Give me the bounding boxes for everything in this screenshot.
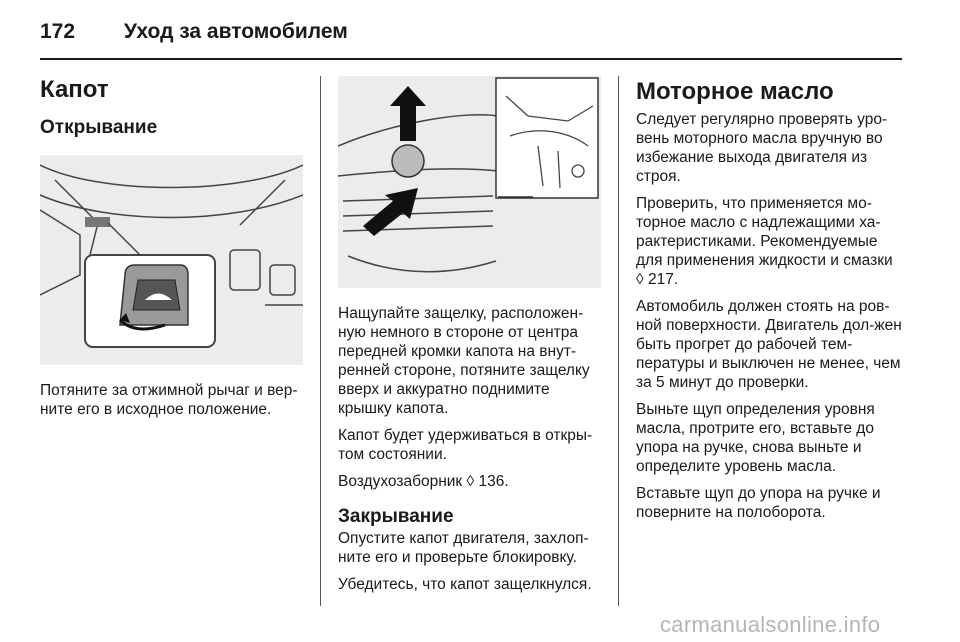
paragraph: Выньте щуп определения уровня масла, протрите его, вставьте до упора на ручке, снова выньте и определите уровень масла. [636,401,875,475]
section-title-hood: Капот [40,76,109,103]
page-number: 172 [40,20,76,43]
column-divider [320,76,321,606]
paragraph: Вставьте щуп до упора на ручке и поверните на полоборота. [636,485,881,521]
hood-release-lever-illustration [40,155,303,365]
paragraph: Следует регулярно проверять уро-вень моторного масла вручную во избежание выхода двигателя из строя. [636,111,888,185]
paragraph: Проверить, что применяется мо-торное масло с надлежащими ха-рактеристиками. Рекомендуемые для применения жидкости и смазки ◊ 217. [636,195,893,288]
paragraph: Потяните за отжимной рычаг и вер-ните его в исходное положение. [40,382,298,418]
paragraph-cross-reference: Воздухозаборник ◊ 136. [338,473,509,490]
column-2 [338,76,603,602]
header-divider [40,58,902,60]
paragraph: Убедитесь, что капот защелкнулся. [338,576,592,593]
hood-release-figure [40,155,303,365]
hood-latch-illustration [338,76,601,288]
chapter-title: Уход за автомобилем [123,20,348,43]
column-3 [636,78,904,530]
column-divider [618,76,619,606]
watermark: carmanualsonline.info [660,612,881,637]
subsection-title-closing: Закрывание [338,506,454,527]
subsection-title-opening: Открывание [40,117,158,138]
hood-latch-figure [338,76,601,288]
section-title-engine-oil: Моторное масло [636,78,834,105]
page-header [40,20,348,44]
column-1 [40,76,305,427]
paragraph: Опустите капот двигателя, захлоп-ните его и проверьте блокировку. [338,530,589,566]
paragraph: Автомобиль должен стоять на ров-ной поверхности. Двигатель дол-жен быть прогрет до рабочей тем-пературы и выключен не менее, чем за 5 минут до проверки. [636,298,902,391]
paragraph: Капот будет удерживаться в откры-том состоянии. [338,427,593,463]
paragraph: Нащупайте защелку, расположен-ную немного в стороне от центра передней кромки капота на внут-ренней стороне, потяните защелку вверх и аккуратно поднимите крышку капота. [338,305,590,417]
